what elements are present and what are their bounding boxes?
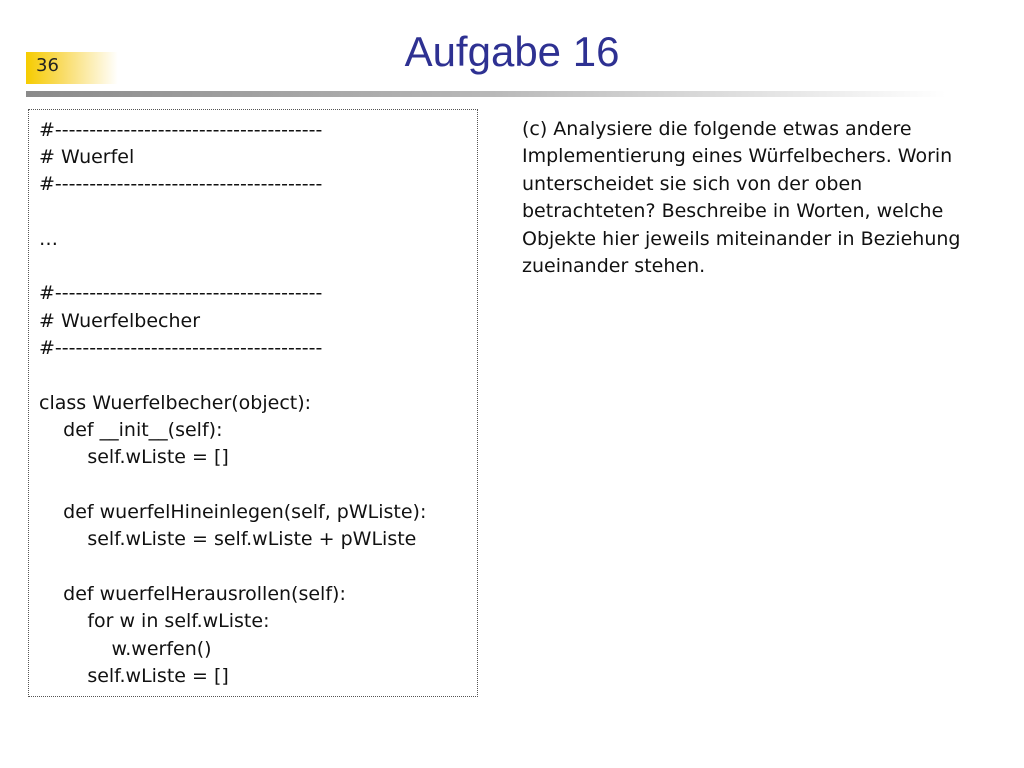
code-line: def wuerfelHineinlegen(self, pWListe): <box>39 501 427 523</box>
code-line: # Wuerfel <box>39 146 135 168</box>
code-line: class Wuerfelbecher(object): <box>39 392 312 414</box>
code-line: #--------------------------------------- <box>39 282 323 304</box>
code-line: self.wListe = self.wListe + pWListe <box>39 528 417 550</box>
slide-number: 36 <box>36 55 59 76</box>
title-divider <box>26 91 946 97</box>
slide-title: Aufgabe 16 <box>404 28 620 75</box>
code-line: #--------------------------------------- <box>39 173 323 195</box>
code-line: w.werfen() <box>39 638 212 660</box>
code-line: self.wListe = [] <box>39 446 229 468</box>
code-line: # Wuerfelbecher <box>39 310 201 332</box>
code-line: for w in self.wListe: <box>39 610 270 632</box>
code-line: … <box>39 228 58 250</box>
task-description <box>522 116 1002 280</box>
code-line: def wuerfelHerausrollen(self): <box>39 583 346 605</box>
code-line: #--------------------------------------- <box>39 119 323 141</box>
task-line: Implementierung eines Würfelbechers. Worin <box>522 145 953 168</box>
code-line: #--------------------------------------- <box>39 337 323 359</box>
code-box <box>28 109 478 697</box>
task-line: (c) Analysiere die folgende etwas andere <box>522 118 912 140</box>
task-line: betrachteten? Beschreibe in Worten, welche <box>522 200 944 223</box>
code-line: self.wListe = [] <box>39 665 229 687</box>
task-line: zueinander stehen. <box>522 255 706 278</box>
code-line: def __init__(self): <box>39 419 223 441</box>
task-line: Objekte hier jeweils miteinander in Beziehung <box>522 227 961 250</box>
task-line: unterscheidet sie sich von der oben <box>522 172 863 195</box>
